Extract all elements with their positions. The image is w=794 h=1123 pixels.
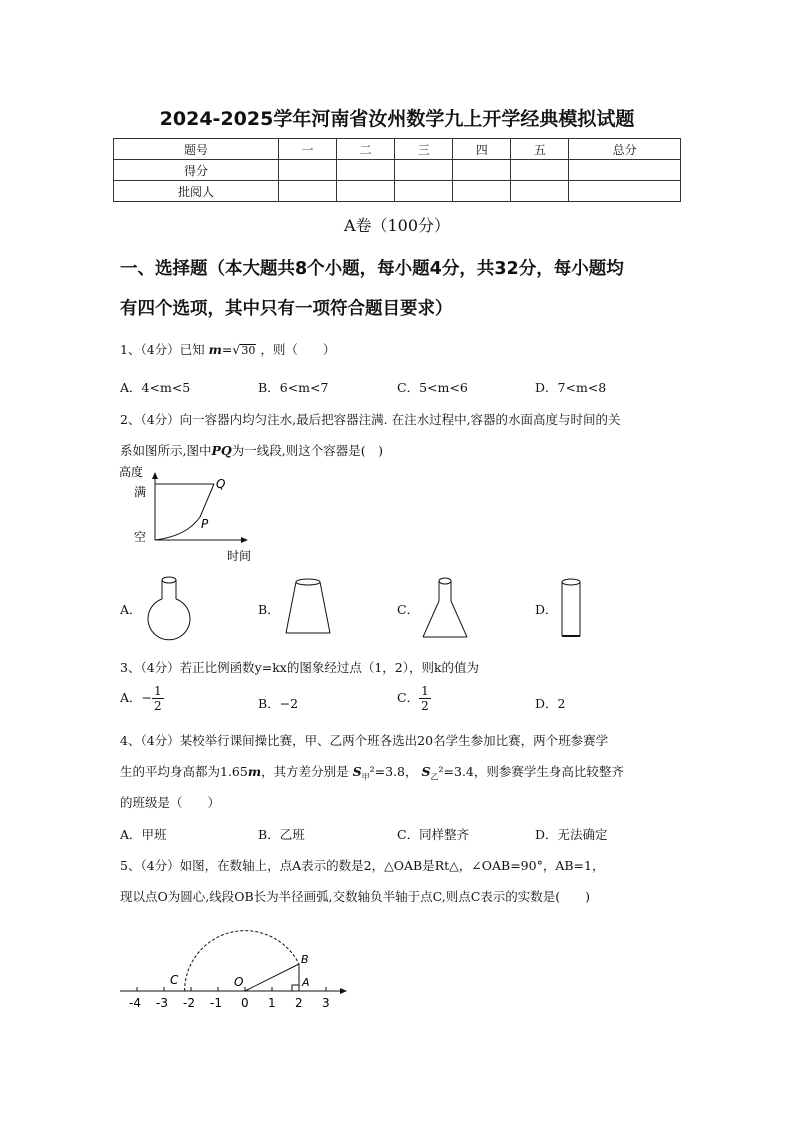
graph-x-arrow	[241, 537, 248, 543]
header-cell: 四	[453, 139, 511, 160]
q3-option-a[interactable]: A．− $\frac{1}{2}$	[120, 684, 162, 713]
q2-stem-line2: 系如图所示,图中PQ为一线段,则这个容器是( )	[120, 443, 384, 458]
q5-stem-line2: 现以点O为圆心,线段OB长为半径画弧,交数轴负半轴于点C,则点C表示的实数是( )	[120, 889, 591, 904]
header-cell: 三	[395, 139, 453, 160]
height-time-graph	[112, 462, 262, 564]
q3-option-c[interactable]: C． $\frac{1}{2}$	[397, 684, 429, 713]
q4-stem-line2: 生的平均身高都为1.65m，其方差分别是 $S_甲^2=3.8$， $S_乙^2=3.4$，则参赛学生身高比较整齐	[120, 764, 624, 782]
tick-label: -3	[156, 996, 168, 1010]
score-cell[interactable]	[569, 160, 681, 181]
q1-radicand: 30	[241, 344, 256, 357]
flask-round-icon	[145, 573, 191, 643]
score-cell[interactable]	[395, 160, 453, 181]
header-cell: 题号	[114, 139, 279, 160]
row-label: 得分	[114, 160, 279, 181]
reviewer-cell[interactable]	[511, 181, 569, 202]
q4-option-d[interactable]: D．无法确定	[535, 827, 608, 842]
graph-ylabel: 高度	[119, 465, 144, 479]
q2-stem-line1: 2、（4分）向一容器内均匀注水,最后把容器注满. 在注水过程中,容器的水面高度与时间的关	[120, 412, 621, 427]
q3-stem: 3、（4分）若正比例函数y=kx的图象经过点（1，2），则k的值为	[120, 660, 480, 675]
reviewer-cell[interactable]	[453, 181, 511, 202]
graph-curve	[155, 517, 200, 540]
q1-option-a[interactable]: A．4<m<5	[120, 380, 191, 395]
score-row	[114, 160, 681, 181]
section1-heading-line2: 有四个选项，其中只有一项符合题目要求）	[120, 299, 453, 319]
header-cell: 二	[337, 139, 395, 160]
conical-flask-icon	[420, 575, 470, 641]
tick-marks	[137, 987, 326, 991]
reviewer-row	[114, 181, 681, 202]
graph-empty-label: 空	[134, 530, 147, 544]
q3-option-b[interactable]: B．−2	[258, 696, 299, 711]
q1-option-d[interactable]: D．7<m<8	[535, 380, 607, 395]
q2-option-c[interactable]: C．	[397, 602, 420, 617]
q2-option-a[interactable]: A．	[120, 602, 142, 617]
tick-label: 0	[241, 996, 249, 1010]
q1-var: m	[208, 342, 222, 357]
q2-option-b[interactable]: B．	[258, 602, 280, 617]
tick-label: 3	[322, 996, 330, 1010]
tick-label: 1	[268, 996, 276, 1010]
q4-stem-line1: 4、（4分）某校举行课间操比赛，甲、乙两个班各选出20名学生参加比赛，两个班参赛学	[120, 733, 609, 748]
tick-label: -2	[183, 996, 195, 1010]
score-cell[interactable]	[511, 160, 569, 181]
right-angle-mark	[292, 985, 299, 991]
q4-option-b[interactable]: B．乙班	[258, 827, 305, 842]
point-c-label: C	[170, 973, 179, 987]
graph-full-label: 满	[134, 485, 147, 499]
tick-label: 2	[295, 996, 303, 1010]
score-table-header-row	[114, 139, 681, 160]
section1-heading-line1: 一、选择题（本大题共8个小题，每小题4分，共32分，每小题均	[120, 259, 624, 279]
point-o-label: O	[234, 975, 244, 989]
tick-label: -4	[129, 996, 141, 1010]
q1-prefix: 1、（4分）已知	[120, 342, 205, 357]
q1-eq: =	[221, 342, 233, 357]
exam-title: 2024-2025学年河南省汝州数学九上开学经典模拟试题	[159, 108, 635, 130]
reviewer-cell[interactable]	[569, 181, 681, 202]
graph-segment-pq	[200, 484, 214, 517]
segment-ob	[245, 964, 299, 991]
point-a-label: A	[302, 976, 310, 989]
tick-label: -1	[210, 996, 222, 1010]
score-cell[interactable]	[453, 160, 511, 181]
cylinder-icon	[558, 576, 584, 640]
reviewer-cell[interactable]	[395, 181, 453, 202]
graph-y-arrow	[152, 472, 158, 479]
q4-option-c[interactable]: C．同样整齐	[397, 827, 470, 842]
header-cell: 总分	[569, 139, 681, 160]
sqrt-sign: √	[232, 342, 241, 357]
q5-stem-line1: 5、（4分）如图，在数轴上，点A表示的数是2，△OAB是Rt△，∠OAB=90°，AB=1，	[120, 858, 605, 873]
graph-point-p: P	[201, 517, 209, 531]
point-b-label: B	[301, 953, 309, 966]
q2-option-d[interactable]: D．	[535, 602, 558, 617]
score-table	[113, 138, 681, 202]
q4-stem-line3: 的班级是（ ）	[120, 795, 221, 810]
header-cell: 一	[279, 139, 337, 160]
number-line-figure	[115, 918, 355, 1010]
number-line-arrow	[340, 988, 347, 994]
row-label: 批阅人	[114, 181, 279, 202]
q1-option-b[interactable]: B．6<m<7	[258, 380, 329, 395]
score-cell[interactable]	[279, 160, 337, 181]
q4-option-a[interactable]: A．甲班	[120, 827, 167, 842]
score-cell[interactable]	[337, 160, 395, 181]
graph-xlabel: 时间	[227, 549, 252, 563]
section-a-heading: A卷（100分）	[343, 216, 451, 235]
q3-option-d[interactable]: D．2	[535, 696, 566, 711]
q1-option-c[interactable]: C．5<m<6	[397, 380, 468, 395]
graph-point-q: Q	[216, 477, 226, 491]
q1-suffix: ，则（ ）	[260, 342, 336, 357]
q1-stem	[120, 340, 335, 358]
reviewer-cell[interactable]	[279, 181, 337, 202]
header-cell: 五	[511, 139, 569, 160]
reviewer-cell[interactable]	[337, 181, 395, 202]
truncated-cone-icon	[282, 575, 334, 637]
